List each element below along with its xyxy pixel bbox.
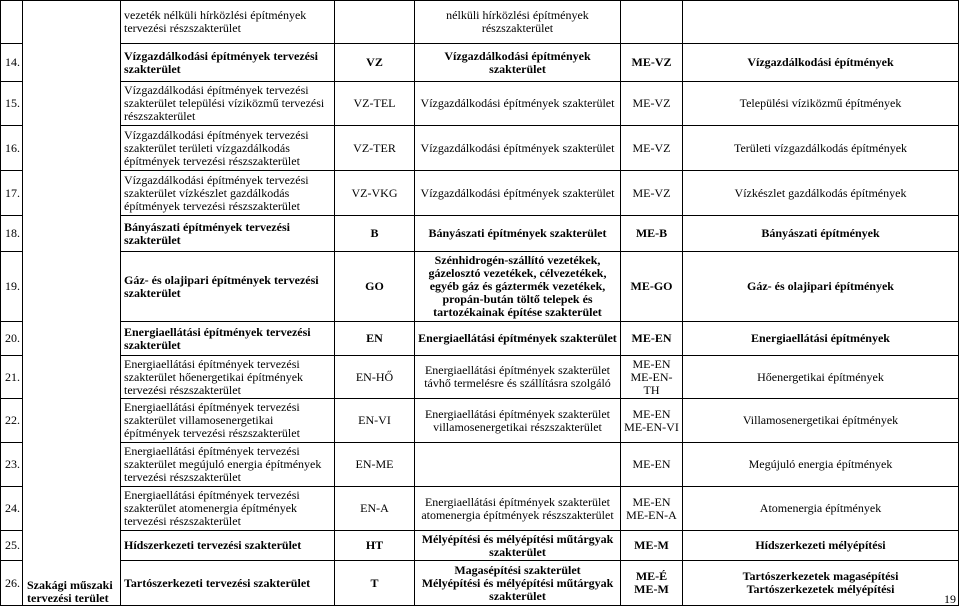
table-row xyxy=(1,126,959,171)
table-row xyxy=(1,487,959,531)
epitmeny: Vízgazdálkodási építmények xyxy=(683,44,959,82)
table-row xyxy=(1,561,959,606)
kod: ME-É ME-M xyxy=(621,561,683,606)
kod: ME-EN xyxy=(621,443,683,487)
epitmeny: Területi vízgazdálkodás építmények xyxy=(683,126,959,171)
jel: VZ-VKG xyxy=(335,171,415,216)
tervezesi-szakterulet: Energiaellátási építmények tervezési szakterület xyxy=(121,322,335,356)
epitmeny: Gáz- és olajipari építmények xyxy=(683,252,959,322)
jel: T xyxy=(335,561,415,606)
jel: VZ-TER xyxy=(335,126,415,171)
table-row xyxy=(1,443,959,487)
epitesi-szakterulet: Energiaellátási építmények szakterület atomenergia építmények részszakterület xyxy=(415,487,621,531)
jel: HT xyxy=(335,531,415,561)
page-number: 19 xyxy=(944,592,956,606)
table-row xyxy=(1,531,959,561)
row-number: 15. xyxy=(1,82,23,126)
row-number xyxy=(1,1,23,44)
jel: EN-A xyxy=(335,487,415,531)
kod xyxy=(621,1,683,44)
jel: VZ xyxy=(335,44,415,82)
table-row xyxy=(1,322,959,356)
row-number: 16. xyxy=(1,126,23,171)
row-number: 18. xyxy=(1,216,23,252)
table-row xyxy=(1,171,959,216)
jel: GO xyxy=(335,252,415,322)
kod: ME-EN ME-EN-A xyxy=(621,487,683,531)
tervezesi-szakterulet: Vízgazdálkodási építmények tervezési szakterület települési víziközmű tervezési részszakterület xyxy=(121,82,335,126)
epitesi-szakterulet: Energiaellátási építmények szakterület távhő termelésre és szállításra szolgáló xyxy=(415,356,621,399)
jel: EN-VI xyxy=(335,399,415,443)
row-number: 19. xyxy=(1,252,23,322)
jel: EN xyxy=(335,322,415,356)
epitmeny: Tartószerkezetek magasépítési Tartószerkezetek mélyépítési xyxy=(683,561,959,606)
epitesi-szakterulet: Magasépítési szakterület Mélyépítési és mélyépítési műtárgyak szakterület xyxy=(415,561,621,606)
row-number: 22. xyxy=(1,399,23,443)
row-number: 24. xyxy=(1,487,23,531)
table-row xyxy=(1,216,959,252)
kod: ME-VZ xyxy=(621,126,683,171)
epitesi-szakterulet: Vízgazdálkodási építmények szakterület xyxy=(415,126,621,171)
row-number: 14. xyxy=(1,44,23,82)
tervezesi-szakterulet: Energiaellátási építmények tervezési szakterület hőenergetikai építmények tervezési részszakterület xyxy=(121,356,335,399)
table-row xyxy=(1,44,959,82)
tervezesi-szakterulet: Bányászati építmények tervezési szakterület xyxy=(121,216,335,252)
jel xyxy=(335,1,415,44)
table-row xyxy=(1,82,959,126)
kod: ME-GO xyxy=(621,252,683,322)
group-label: Szakági műszaki tervezési terület xyxy=(23,1,121,606)
kod: ME-EN ME-EN-TH xyxy=(621,356,683,399)
epitesi-szakterulet: Bányászati építmények szakterület xyxy=(415,216,621,252)
kod: ME-B xyxy=(621,216,683,252)
epitmeny: Atomenergia építmények xyxy=(683,487,959,531)
jel: EN-HŐ xyxy=(335,356,415,399)
epitmeny: Települési víziközmű építmények xyxy=(683,82,959,126)
epitesi-szakterulet: Mélyépítési és mélyépítési műtárgyak szakterület xyxy=(415,531,621,561)
kod: ME-EN xyxy=(621,322,683,356)
epitmeny: Hőenergetikai építmények xyxy=(683,356,959,399)
epitmeny xyxy=(683,1,959,44)
kod: ME-EN ME-EN-VI xyxy=(621,399,683,443)
jel: B xyxy=(335,216,415,252)
jel: EN-ME xyxy=(335,443,415,487)
table-row xyxy=(1,1,959,44)
row-number: 25. xyxy=(1,531,23,561)
kod: ME-VZ xyxy=(621,44,683,82)
epitesi-szakterulet xyxy=(415,443,621,487)
epitmeny: Bányászati építmények xyxy=(683,216,959,252)
epitmeny: Vízkészlet gazdálkodás építmények xyxy=(683,171,959,216)
tervezesi-szakterulet: Energiaellátási építmények tervezési szakterület atomenergia építmények tervezési részszakterület xyxy=(121,487,335,531)
epitesi-szakterulet: Szénhidrogén-szállító vezetékek, gázelosztó vezetékek, célvezetékek, egyéb gáz és gáztermék vezetékek, propán-bután töltő telepek és tartozékainak építése szakterület xyxy=(415,252,621,322)
epitesi-szakterulet: Vízgazdálkodási építmények szakterület xyxy=(415,44,621,82)
tervezesi-szakterulet: Energiaellátási építmények tervezési szakterület villamosenergetikai építmények tervezési részszakterület xyxy=(121,399,335,443)
tervezesi-szakterulet: Vízgazdálkodási építmények tervezési szakterület xyxy=(121,44,335,82)
kod: ME-VZ xyxy=(621,171,683,216)
tervezesi-szakterulet: Vízgazdálkodási építmények tervezési szakterület vízkészlet gazdálkodás építmények tervezési részszakterület xyxy=(121,171,335,216)
epitesi-szakterulet: Vízgazdálkodási építmények szakterület xyxy=(415,82,621,126)
epitesi-szakterulet: Vízgazdálkodási építmények szakterület xyxy=(415,171,621,216)
tervezesi-szakterulet: vezeték nélküli hírközlési építmények tervezési részszakterület xyxy=(121,1,335,44)
epitesi-szakterulet: Energiaellátási építmények szakterület villamosenergetikai részszakterület xyxy=(415,399,621,443)
row-number: 26. xyxy=(1,561,23,606)
row-number: 17. xyxy=(1,171,23,216)
epitmeny: Hídszerkezeti mélyépítési xyxy=(683,531,959,561)
tervezesi-szakterulet: Hídszerkezeti tervezési szakterület xyxy=(121,531,335,561)
row-number: 23. xyxy=(1,443,23,487)
row-number: 20. xyxy=(1,322,23,356)
tervezesi-szakterulet: Vízgazdálkodási építmények tervezési szakterület területi vízgazdálkodás építmények tervezési részszakterület xyxy=(121,126,335,171)
kod: ME-VZ xyxy=(621,82,683,126)
row-number: 21. xyxy=(1,356,23,399)
table-row xyxy=(1,356,959,399)
jel: VZ-TEL xyxy=(335,82,415,126)
epitesi-szakterulet: nélküli hírközlési építmények részszakterület xyxy=(415,1,621,44)
tervezesi-szakterulet: Tartószerkezeti tervezési szakterület xyxy=(121,561,335,606)
tervezesi-szakterulet: Gáz- és olajipari építmények tervezési szakterület xyxy=(121,252,335,322)
epitmeny: Villamosenergetikai építmények xyxy=(683,399,959,443)
table-row xyxy=(1,252,959,322)
epitmeny: Megújuló energia építmények xyxy=(683,443,959,487)
kod: ME-M xyxy=(621,531,683,561)
table-row xyxy=(1,399,959,443)
epitmeny: Energiaellátási építmények xyxy=(683,322,959,356)
tervezesi-szakterulet: Energiaellátási építmények tervezési szakterület megújuló energia építmények tervezési részszakterület xyxy=(121,443,335,487)
epitesi-szakterulet: Energiaellátási építmények szakterület xyxy=(415,322,621,356)
